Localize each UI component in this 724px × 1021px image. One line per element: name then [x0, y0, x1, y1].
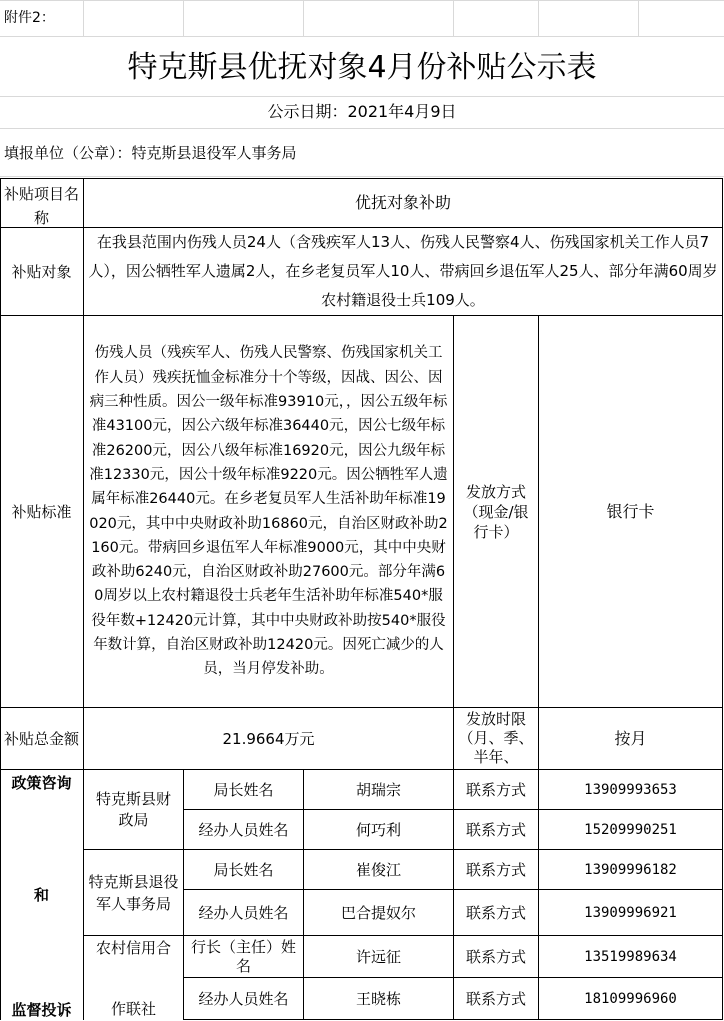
org-credit-cooperative-top: 农村信用合: [95, 939, 171, 957]
contact-name: 何巧利: [304, 810, 454, 850]
attachment-label: 附件2：: [4, 10, 55, 26]
org-veterans-bureau: 特克斯县退役军人事务局: [84, 850, 184, 936]
gridline: [183, 0, 184, 36]
contact-role: 经办人员姓名: [184, 890, 304, 936]
contact-phone: 13909996921: [539, 890, 723, 936]
payment-method-label: 发放方式（现金/银行卡）: [454, 316, 539, 708]
payment-period-label: 发放时限（月、季、半年、: [454, 708, 539, 770]
contact-phone: 13909996182: [539, 850, 723, 890]
contacts-label-top: 政策咨询: [11, 774, 72, 792]
contact-name: 巴合提奴尔: [304, 890, 454, 936]
page-title: 特克斯县优抚对象4月份补贴公示表: [127, 50, 597, 85]
reporting-unit: 填报单位（公章）：特克斯县退役军人事务局: [4, 144, 297, 162]
contact-phone: 13909993653: [539, 770, 723, 810]
contact-role: 经办人员姓名: [184, 810, 304, 850]
contact-name: 胡瑞宗: [304, 770, 454, 810]
contact-role: 行长（主任）姓名: [184, 936, 304, 978]
gridline: [0, 96, 724, 97]
gridline: [303, 0, 304, 36]
item-name-value: 优抚对象补助: [84, 178, 723, 228]
total-label: 补贴总金额: [0, 708, 84, 770]
publish-date: 公示日期：2021年4月9日: [267, 102, 457, 121]
contact-name: 崔俊江: [304, 850, 454, 890]
standard-label: 补贴标准: [0, 316, 84, 708]
contact-method-label: 联系方式: [454, 978, 539, 1020]
contact-phone: 15209990251: [539, 810, 723, 850]
contact-role: 局长姓名: [184, 770, 304, 810]
contacts-label-mid: 和: [33, 886, 49, 904]
contact-method-label: 联系方式: [454, 890, 539, 936]
total-value: 21.9664万元: [84, 708, 454, 770]
standard-value: 伤残人员（残疾军人、伤残人民警察、伤残国家机关工作人员）残疾抚恤金标准分十个等级，因战、因公、因病三种性质。因公一级年标准93910元，，因公五级年标准43100元，因公六级年标准36440元，因公七级年标准26200元，因公八级年标准16920元，因公九级年标准12330元，因公十级年标准9220元。因公牺牲军人遗属年标准26440元。在乡老复员军人生活补助年标准19020元，其中中央财政补助16860元，自治区财政补助2160元。带病回乡退伍军人年标准9000元，其中中央财政补助6240元，自治区财政补助27600元。部分年满60周岁以上农村籍退役士兵老年生活补助年标准540*服役年数+12420元计算，其中中央财政补助按540*服役年数计算，自治区财政补助12420元。因死亡减少的人员，当月停发补助。: [84, 316, 454, 708]
gridline: [0, 0, 724, 1]
contact-method-label: 联系方式: [454, 810, 539, 850]
contact-method-label: 联系方式: [454, 936, 539, 978]
contact-method-label: 联系方式: [454, 770, 539, 810]
contact-name: 许远征: [304, 936, 454, 978]
gridline: [0, 176, 724, 177]
gridline: [638, 0, 639, 36]
payment-period-value: 按月: [539, 708, 723, 770]
contact-name: 王晓栋: [304, 978, 454, 1020]
item-name-label: 补贴项目名称: [0, 178, 84, 228]
gridline: [0, 128, 724, 129]
contacts-label-bottom: 监督投诉: [11, 1001, 72, 1019]
contact-phone: 18109996960: [539, 978, 723, 1020]
contact-method-label: 联系方式: [454, 850, 539, 890]
contact-role: 局长姓名: [184, 850, 304, 890]
gridline: [0, 36, 724, 37]
contact-phone: 13519989634: [539, 936, 723, 978]
org-finance-bureau: 特克斯县财政局: [84, 770, 184, 850]
gridline: [453, 0, 454, 36]
target-value: 在我县范围内伤残人员24人（含残疾军人13人、伤残人民警察4人、伤残国家机关工作人员7人），因公牺牲军人遗属2人，在乡老复员军人10人、带病回乡退伍军人25人、部分年满60周岁农村籍退役士兵109人。: [84, 228, 723, 316]
target-label: 补贴对象: [0, 228, 84, 316]
gridline: [538, 0, 539, 36]
contact-role: 经办人员姓名: [184, 978, 304, 1020]
org-credit-cooperative-bottom: 作联社: [110, 1000, 156, 1018]
payment-method-value: 银行卡: [539, 316, 723, 708]
